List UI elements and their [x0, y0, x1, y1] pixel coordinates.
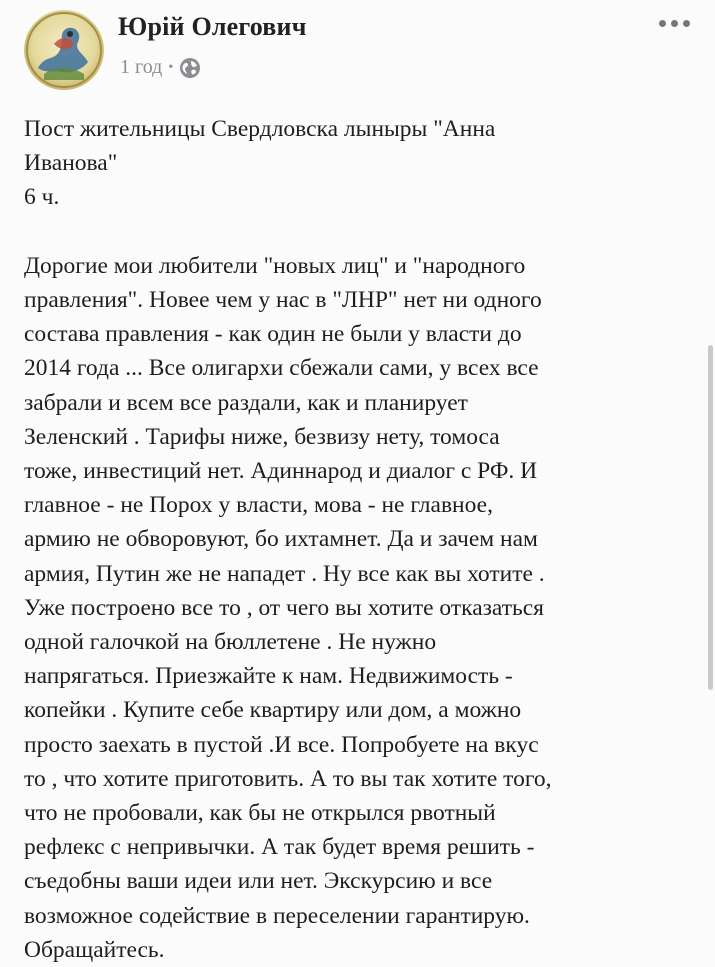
post-meta — [120, 56, 201, 79]
more-options-icon[interactable] — [655, 14, 694, 33]
post-time[interactable]: 1 год — [120, 56, 163, 78]
globe-icon — [179, 57, 201, 79]
more-dot — [683, 20, 690, 27]
author-name[interactable]: Юрій Олегович — [118, 12, 307, 41]
avatar[interactable] — [24, 10, 104, 90]
more-dot — [659, 20, 666, 27]
avatar-image — [24, 10, 104, 90]
meta-separator: • — [168, 59, 174, 75]
scrollbar[interactable] — [708, 345, 713, 690]
more-dot — [671, 20, 678, 27]
post-header — [24, 10, 694, 90]
post-text: Пост жительницы Свердловска лыныры "Анна Иванова" 6 ч. Дорогие мои любители "новых лиц" и "народного правления". Новее чем у нас в "ЛНР" нет ни одного состава правления - как один не были у власти до 2014 года ... Все олигархи сбежали сами, у всех все забрали и всем все раздали, как и планирует Зеленский . Тарифы ниже, безвизу нету, томоса тоже, инвестиций нет. Адиннарод и диалог с РФ. И главное - не Порох у власти, мова - не главное, армию не обворовуют, бо ихтамнет. Да и зачем нам армия, Путин же не нападет . Ну все как вы хотите . Уже построено все то , от чего вы хотите отказаться одной галочкой на бюллетене . Не нужно напрягаться. Приезжайте к нам. Недвижимость - копейки . Купите себе квартиру или дом, а можно просто заехать в пустой .И все. Попробуете на вкус то , что хотите приготовить. А то вы так хотите того, что не пробовали, как бы не открылся рвотный рефлекс с непривычки. А так будет время решить - съедобны ваши идеи или нет. Экскурсию и все возможное содействие в переселении гарантирую. Обращайтесь. — [24, 116, 552, 963]
